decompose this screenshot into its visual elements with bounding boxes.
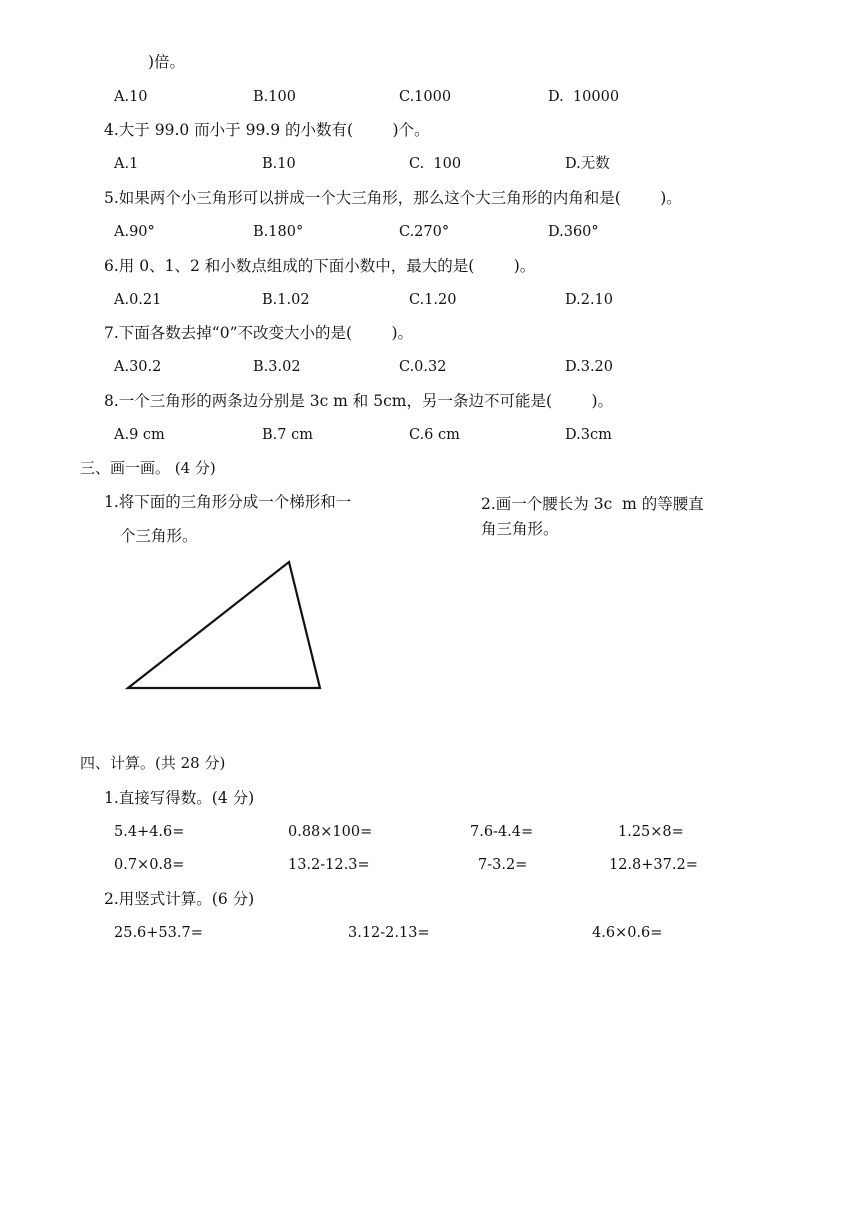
- q7-text: 7.下面各数去掉“0”不改变大小的是( )。: [104, 324, 414, 342]
- q3-option-d: D. 10000: [548, 89, 620, 105]
- q5-option-a: A.90°: [114, 224, 155, 240]
- q6-option-c: C.1.20: [409, 292, 457, 308]
- calc-item: 4.6×0.6=: [592, 925, 663, 941]
- q3-option-a: A.10: [114, 89, 148, 105]
- q6-option-b: B.1.02: [262, 292, 310, 308]
- draw-q1-line1: 1.将下面的三角形分成一个梯形和一: [104, 493, 352, 511]
- q4-option-b: B.10: [262, 156, 296, 172]
- q5-option-d: D.360°: [548, 224, 599, 240]
- calc-item: 0.88×100=: [288, 824, 373, 840]
- calc-item: 3.12-2.13=: [348, 925, 430, 941]
- q3-tail: )倍。: [148, 53, 186, 71]
- q7-option-a: A.30.2: [114, 359, 162, 375]
- triangle-figure: [120, 555, 330, 695]
- draw-q1-line2: 个三角形。: [120, 527, 198, 545]
- q8-option-b: B.7 cm: [262, 427, 313, 443]
- calc-item: 1.25×8=: [618, 824, 684, 840]
- q4-option-d: D.无数: [565, 156, 610, 172]
- q8-text: 8.一个三角形的两条边分别是 3c m 和 5cm，另一条边不可能是( )。: [104, 392, 613, 410]
- q5-text: 5.如果两个小三角形可以拼成一个大三角形，那么这个大三角形的内角和是( )。: [104, 189, 682, 207]
- q6-text: 6.用 0、1、2 和小数点组成的下面小数中，最大的是( )。: [104, 257, 536, 275]
- draw-q2-line2: 角三角形。: [481, 520, 559, 538]
- q7-option-c: C.0.32: [399, 359, 447, 375]
- q6-option-d: D.2.10: [565, 292, 614, 308]
- q3-option-c: C.1000: [399, 89, 452, 105]
- calc-item: 7.6-4.4=: [470, 824, 534, 840]
- draw-q2-line1: 2.画一个腰长为 3c m 的等腰直: [481, 495, 704, 513]
- section-calc-title: 四、计算。(共 28 分): [80, 754, 226, 772]
- calc-item: 7-3.2=: [478, 857, 528, 873]
- q6-option-a: A.0.21: [114, 292, 162, 308]
- q7-option-b: B.3.02: [253, 359, 301, 375]
- calc-sub1-title: 1.直接写得数。(4 分): [104, 789, 255, 807]
- triangle-shape: [128, 562, 320, 688]
- q3-option-b: B.100: [253, 89, 296, 105]
- q4-option-c: C. 100: [409, 156, 462, 172]
- q4-text: 4.大于 99.0 而小于 99.9 的小数有( )个。: [104, 121, 430, 139]
- q5-option-b: B.180°: [253, 224, 304, 240]
- calc-item: 5.4+4.6=: [114, 824, 185, 840]
- calc-sub2-title: 2.用竖式计算。(6 分): [104, 890, 255, 908]
- q7-option-d: D.3.20: [565, 359, 614, 375]
- q5-option-c: C.270°: [399, 224, 450, 240]
- q8-option-d: D.3cm: [565, 427, 612, 443]
- q8-option-a: A.9 cm: [114, 427, 165, 443]
- calc-item: 12.8+37.2=: [609, 857, 698, 873]
- q4-option-a: A.1: [114, 156, 139, 172]
- calc-item: 0.7×0.8=: [114, 857, 185, 873]
- section-draw-title: 三、画一画。 (4 分): [80, 459, 216, 477]
- calc-item: 25.6+53.7=: [114, 925, 203, 941]
- q8-option-c: C.6 cm: [409, 427, 460, 443]
- calc-item: 13.2-12.3=: [288, 857, 370, 873]
